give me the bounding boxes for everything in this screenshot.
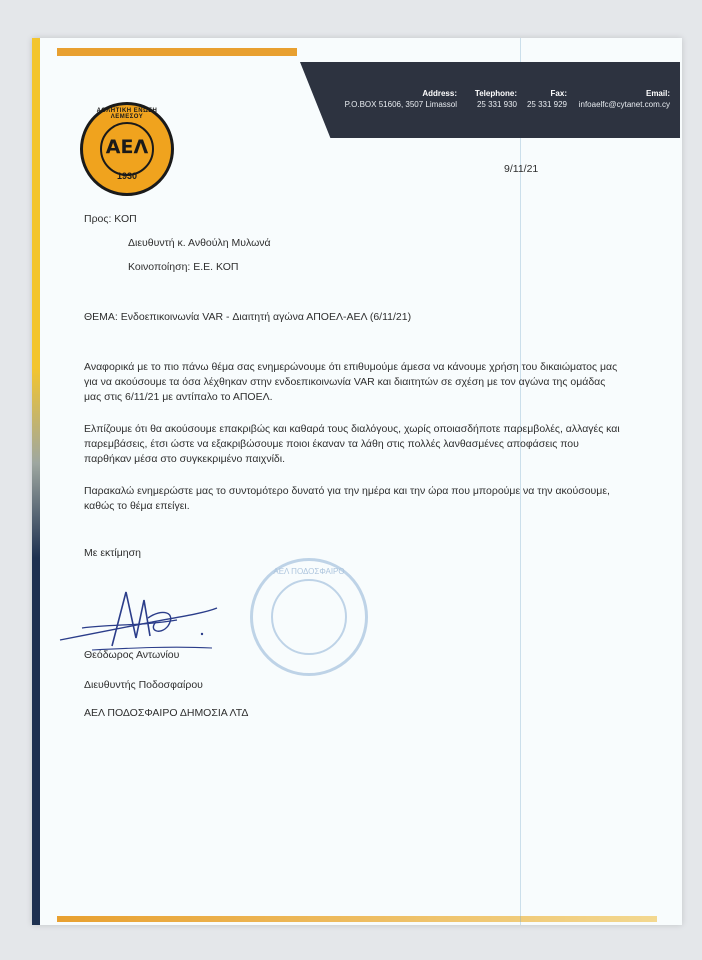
recipient-line: Προς: ΚΟΠ (84, 213, 137, 225)
fax-label: Fax: (550, 89, 567, 98)
attention-line: Διευθυντή κ. Ανθούλη Μυλωνά (128, 237, 271, 249)
telephone-value: 25 331 930 (476, 100, 517, 109)
body-paragraph-1: Αναφορικά με το πιο πάνω θέμα σας ενημερώνουμε ότι επιθυμούμε άμεσα να κάνουμε χρήση του δικαιώματος μας για να ακούσουμε τα όσα λέχθηκαν στην ενδοεπικοινωνία VAR και διαιτητών σε σχέση με τον αγώνα της ομάδας μας στις 6/11/21 με αντίπαλο το ΑΠΟΕΛ. (84, 361, 618, 403)
body-paragraph-3: Παρακαλώ ενημερώστε μας το συντομότερο δυνατό για την ημέρα και την ώρα που μπορούμε να την ακούσουμε, καθώς το θέμα επείγει. (84, 485, 610, 512)
logo-mark: ΑΕΛ (105, 136, 149, 158)
telephone-label: Telephone: (474, 89, 517, 98)
logo-year: 1930 (116, 171, 138, 181)
bottom-orange-stripe (57, 916, 657, 922)
letter-date: 9/11/21 (504, 163, 539, 175)
email-value: infoaelfc@cytanet.com.cy (578, 100, 670, 109)
stamp-inner-circle (271, 579, 347, 655)
signer-name: Θεόδωρος Αντωνίου (84, 649, 180, 661)
ael-club-logo (80, 102, 174, 196)
address-value: P.O.BOX 51606, 3507 Limassol (344, 100, 457, 109)
signer-company: ΑΕΛ ΠΟΔΟΣΦΑΙΡΟ ΔΗΜΟΣΙΑ ΛΤΔ (84, 707, 249, 719)
left-blue-bar (32, 558, 40, 925)
address-label: Address: (422, 89, 457, 98)
fax-block (522, 88, 567, 110)
signer-title: Διευθυντής Ποδοσφαίρου (84, 679, 203, 691)
left-yellow-bar (32, 38, 40, 368)
cc-line: Κοινοποίηση: Ε.Ε. ΚΟΠ (128, 261, 239, 273)
letter-page (32, 38, 682, 925)
email-block (570, 88, 670, 110)
subject-line: ΘΕΜΑ: Ενδοεπικοινωνία VAR - Διαιτητή αγώνα ΑΠΟΕΛ-ΑΕΛ (6/11/21) (84, 311, 412, 323)
stamp-text: ΑΕΛ ΠΟΔΟΣΦΑΙΡΟ (273, 567, 345, 576)
logo-inner-circle (100, 122, 154, 176)
official-stamp (250, 558, 368, 676)
fax-value: 25 331 929 (526, 100, 567, 109)
top-orange-stripe (57, 48, 297, 56)
body-paragraph-2: Ελπίζουμε ότι θα ακούσουμε επακριβώς και καθαρά τους διαλόγους, χωρίς οποιασδήποτε παρεμβολές, αλλαγές και παρεμβάσεις, έτσι ώστε να εξακριβώσουμε ποιοι έκαναν τα λάθη στις πολλές λανθασμένες αποφάσεις που παρθήκαν μέσα στο συγκεκριμένο παιχνίδι. (84, 423, 620, 465)
logo-ring-text: ΑΘΛΗΤΙΚΗ ΕΝΩΣΗ ΛΕΜΕΣΟΥ (96, 108, 158, 120)
closing-line: Με εκτίμηση (84, 547, 141, 559)
telephone-block (462, 88, 517, 110)
address-block (332, 88, 457, 110)
left-gradient-bar (32, 368, 40, 558)
handwritten-signature (52, 578, 222, 658)
email-label: Email: (645, 89, 670, 98)
